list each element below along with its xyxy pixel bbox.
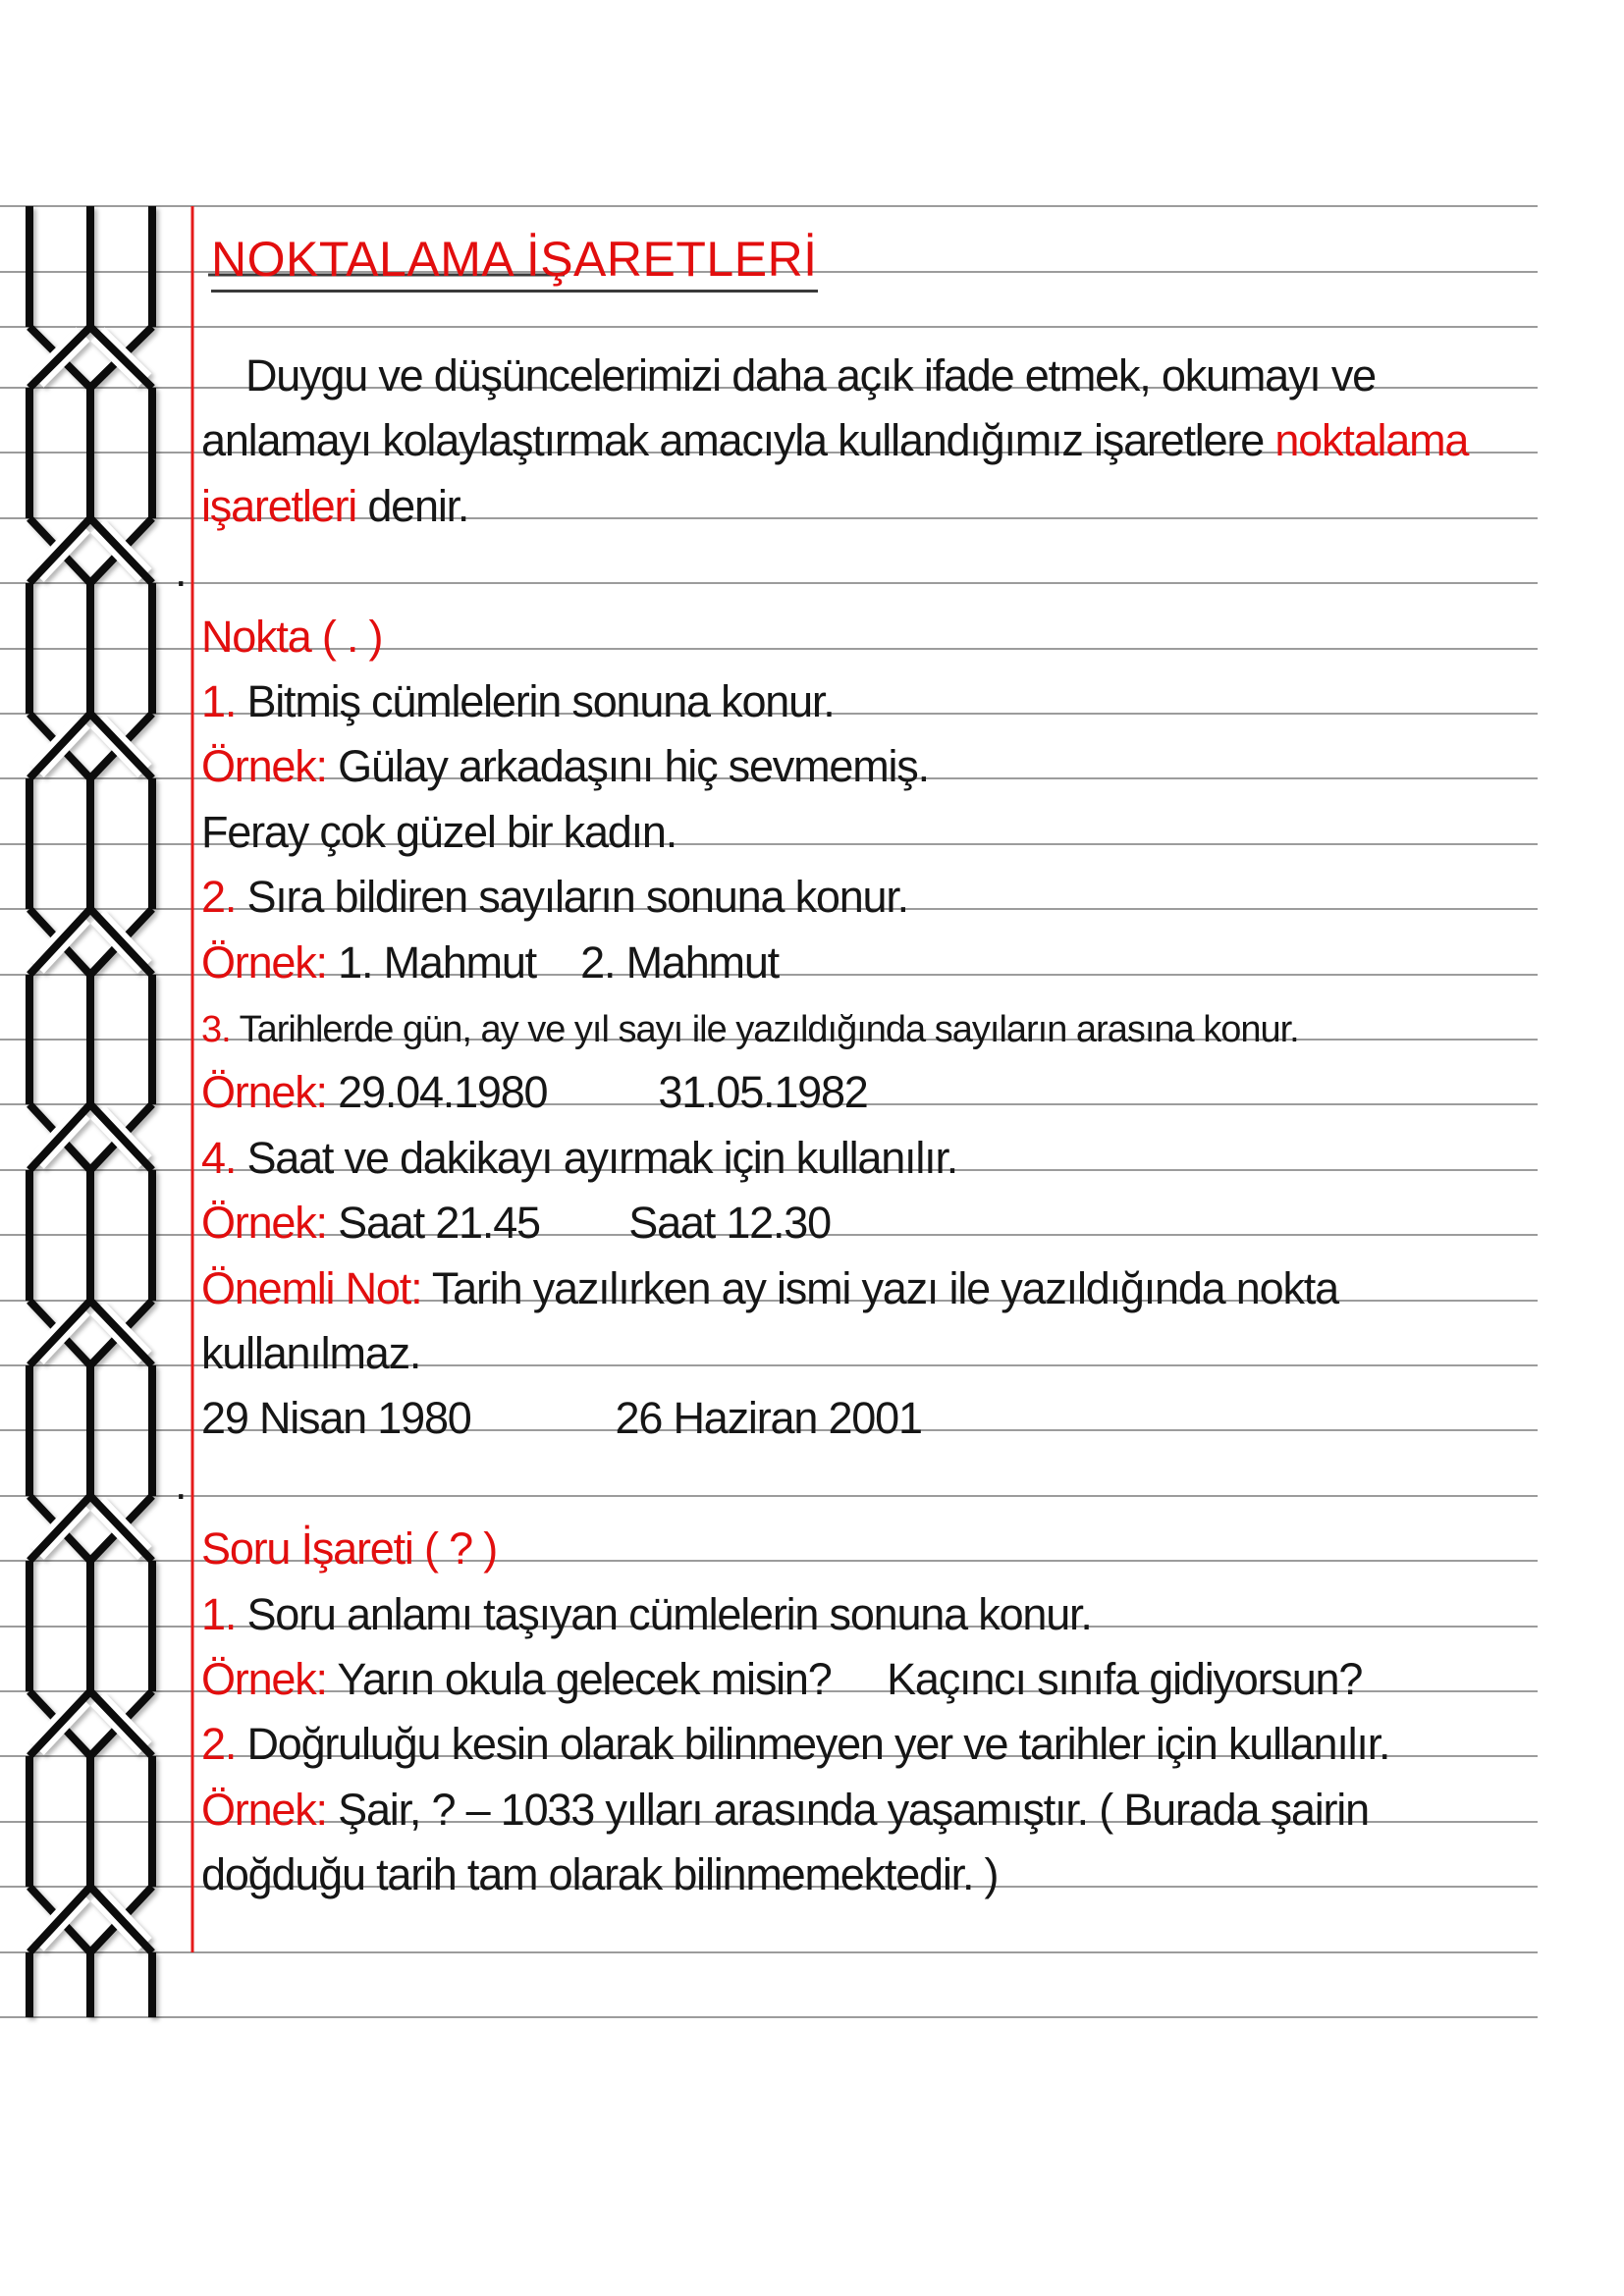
text-segment: 1. xyxy=(201,676,237,726)
text-segment: Feray çok güzel bir kadın. xyxy=(201,807,677,857)
text-segment: 1. Mahmut 2. Mahmut xyxy=(326,937,779,988)
soru-rule-1-example xyxy=(201,1656,1362,1704)
soru-rule-2-example xyxy=(201,1787,1369,1835)
text-segment: anlamayı kolaylaştırmak amacıyla kullandığımız işaretlere xyxy=(201,415,1275,465)
important-note-2 xyxy=(201,1330,420,1378)
text-segment: Sıra bildiren sayıların sonuna konur. xyxy=(236,872,908,922)
text-segment: Soru İşareti ( ? ) xyxy=(201,1523,498,1574)
text-segment: 29 Nisan 1980 26 Haziran 2001 xyxy=(201,1393,922,1443)
intro-line-1 xyxy=(245,352,1376,400)
heading-nokta xyxy=(201,614,382,662)
heading-soru-isareti xyxy=(201,1525,497,1574)
text-segment: 29.04.1980 31.05.1982 xyxy=(326,1067,868,1117)
text-segment: . xyxy=(175,546,187,596)
nokta-rule-4-example xyxy=(201,1200,831,1248)
text-segment: 3. xyxy=(201,1009,231,1050)
text-segment: Şair, ? – 1033 yılları arasında yaşamıştır. ( Burada şairin xyxy=(326,1785,1369,1835)
nokta-rule-1-example-2 xyxy=(201,809,677,857)
text-segment: Saat ve dakikayı ayırmak için kullanılır. xyxy=(236,1133,958,1183)
text-segment: Örnek: xyxy=(201,1067,327,1117)
text-segment: Nokta ( . ) xyxy=(201,612,383,662)
text-segment: Önemli Not: xyxy=(201,1263,422,1313)
text-segment: Doğruluğu kesin olarak bilinmeyen yer ve tarihler için kullanılır. xyxy=(236,1719,1390,1769)
stray-period xyxy=(175,548,186,596)
text-segment: doğduğu tarih tam olarak bilinmemektedir. ) xyxy=(201,1849,999,1899)
text-segment: . xyxy=(175,1459,187,1509)
text-segment: Duygu ve düşüncelerimizi daha açık ifade etmek, okumayı ve xyxy=(245,350,1377,400)
text-segment: 1. xyxy=(201,1589,237,1639)
soru-rule-2-example-2 xyxy=(201,1851,998,1899)
text-segment: Gülay arkadaşını hiç sevmemiş. xyxy=(326,741,929,791)
page-title xyxy=(211,233,818,286)
stray-period-2 xyxy=(175,1461,186,1509)
text-segment: Tarihlerde gün, ay ve yıl sayı ile yazıldığında sayıların arasına konur. xyxy=(230,1009,1299,1050)
nokta-rule-2 xyxy=(201,874,908,922)
intro-line-2 xyxy=(201,417,1468,465)
nokta-rule-1 xyxy=(201,678,835,726)
text-segment: Örnek: xyxy=(201,937,327,988)
text-segment: 2. xyxy=(201,872,237,922)
text-segment: Soru anlamı taşıyan cümlelerin sonuna konur. xyxy=(236,1589,1092,1639)
text-segment: NOKTALAMA İŞARETLERİ xyxy=(211,232,818,293)
text-segment: Tarih yazılırken ay ismi yazı ile yazıldığında nokta xyxy=(421,1263,1338,1313)
text-segment: Saat 21.45 Saat 12.30 xyxy=(326,1198,831,1248)
text-segment: Örnek: xyxy=(201,1198,327,1248)
text-segment: noktalama xyxy=(1274,415,1469,465)
text-segment: Örnek: xyxy=(201,1654,327,1704)
important-note xyxy=(201,1265,1338,1313)
nokta-rule-3-example xyxy=(201,1069,868,1117)
text-segment: Örnek: xyxy=(201,741,327,791)
text-segment: kullanılmaz. xyxy=(201,1328,421,1378)
nokta-rule-4 xyxy=(201,1135,957,1183)
text-segment: işaretleri xyxy=(201,481,357,531)
nokta-rule-3 xyxy=(201,1010,1299,1050)
nokta-rule-1-example xyxy=(201,743,929,791)
text-segment: 2. xyxy=(201,1719,237,1769)
soru-rule-2 xyxy=(201,1721,1389,1769)
text-segment: denir. xyxy=(356,481,469,531)
nokta-rule-2-example xyxy=(201,939,779,988)
intro-line-3 xyxy=(201,483,468,531)
text-segment: Yarın okula gelecek misin? Kaçıncı sınıfa gidiyorsun? xyxy=(326,1654,1363,1704)
important-note-example xyxy=(201,1395,922,1443)
text-segment: Örnek: xyxy=(201,1785,327,1835)
soru-rule-1 xyxy=(201,1591,1092,1639)
text-segment: 4. xyxy=(201,1133,237,1183)
text-segment: Bitmiş cümlelerin sonuna konur. xyxy=(236,676,835,726)
